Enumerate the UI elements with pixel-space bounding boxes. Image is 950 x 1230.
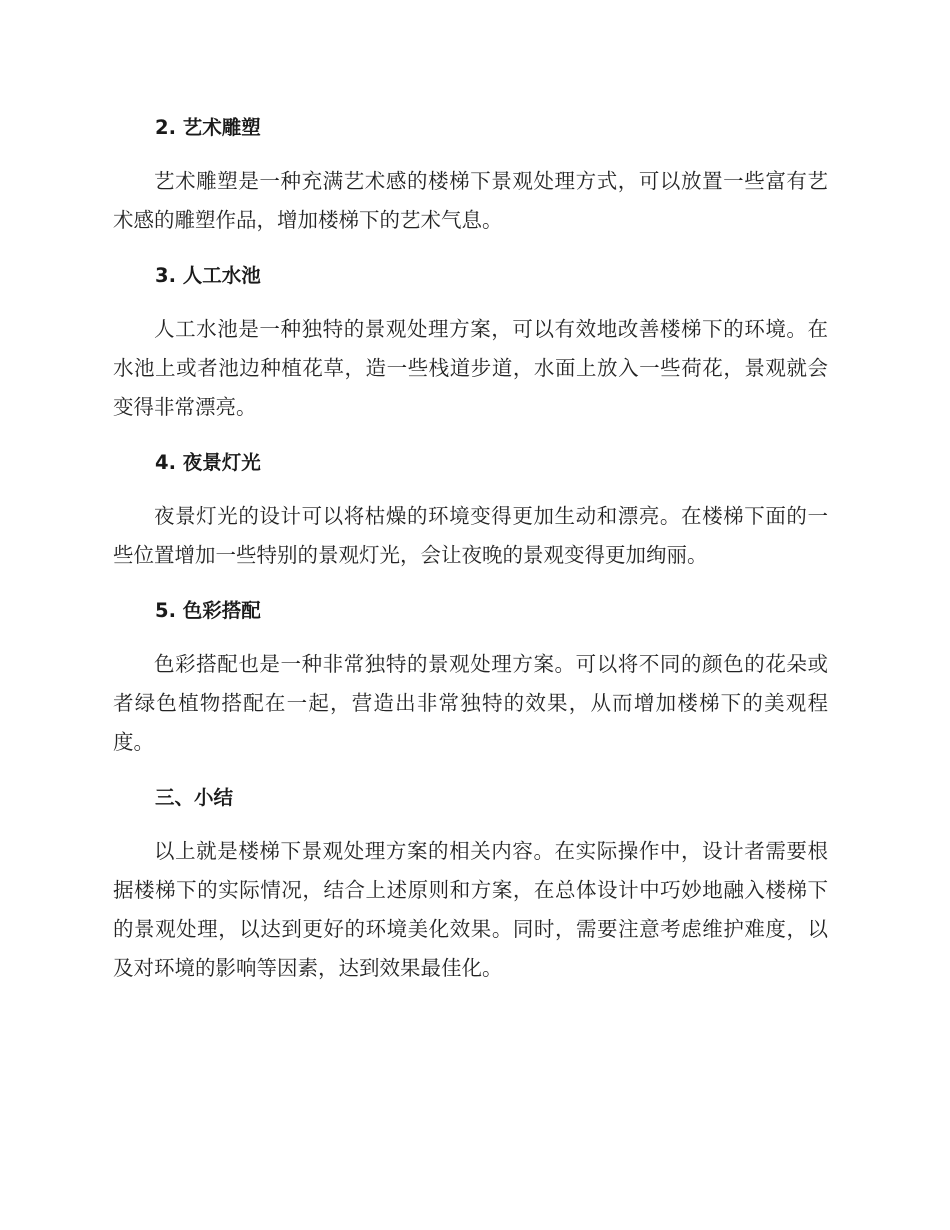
- paragraph-art-sculpture: 艺术雕塑是一种充满艺术感的楼梯下景观处理方式，可以放置一些富有艺术感的雕塑作品，增加楼梯下的艺术气息。: [113, 169, 828, 232]
- section-heading-art-sculpture: 2. 艺术雕塑: [155, 116, 261, 139]
- section-heading-artificial-pool: 3. 人工水池: [155, 264, 261, 287]
- paragraph-color-matching: 色彩搭配也是一种非常独特的景观处理方案。可以将不同的颜色的花朵或者绿色植物搭配在一起，营造出非常独特的效果，从而增加楼梯下的美观程度。: [113, 652, 828, 754]
- paragraph-night-lighting: 夜景灯光的设计可以将枯燥的环境变得更加生动和漂亮。在楼梯下面的一些位置增加一些特别的景观灯光，会让夜晚的景观变得更加绚丽。: [113, 504, 828, 567]
- section-heading-night-lighting: 4. 夜景灯光: [155, 451, 261, 474]
- paragraph-artificial-pool: 人工水池是一种独特的景观处理方案，可以有效地改善楼梯下的环境。在水池上或者池边种植花草，造一些栈道步道，水面上放入一些荷花，景观就会变得非常漂亮。: [113, 317, 828, 419]
- section-heading-color-matching: 5. 色彩搭配: [155, 599, 261, 622]
- section-heading-summary: 三、小结: [155, 786, 234, 809]
- paragraph-summary: 以上就是楼梯下景观处理方案的相关内容。在实际操作中，设计者需要根据楼梯下的实际情况，结合上述原则和方案，在总体设计中巧妙地融入楼梯下的景观处理，以达到更好的环境美化效果。同时，需要注意考虑维护难度，以及对环境的影响等因素，达到效果最佳化。: [113, 839, 828, 980]
